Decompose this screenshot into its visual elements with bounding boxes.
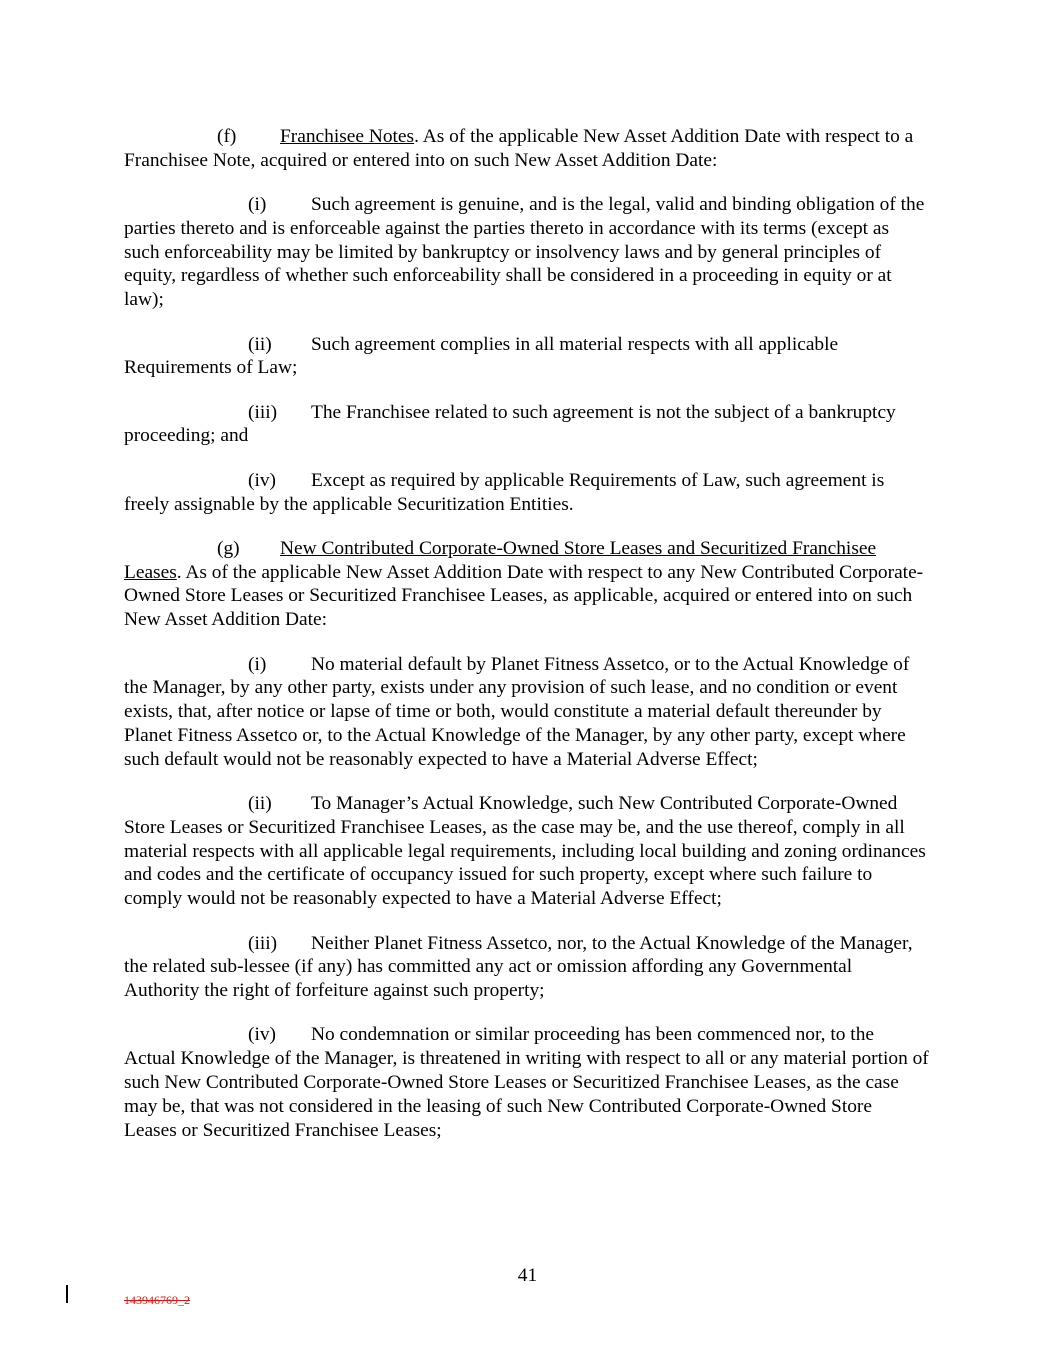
item-text: Neither Planet Fitness Assetco, nor, to the Actual Knowledge of the Manager, the related sub-lessee (if any) has committed any act or omission affording any Governmental Authority the right of forfeiture against such property;: [124, 932, 913, 1002]
section-f-item: [124, 193, 929, 312]
section-g-item: [124, 1023, 929, 1142]
item-text: No material default by Planet Fitness Assetco, or to the Actual Knowledge of the Manager, by any other party, exists under any provision of such lease, and no condition or event exists, that, after notice or lapse of time or both, would constitute a material default thereunder by Planet Fitness Assetco or, to the Actual Knowledge of the Manager, by any other party, except where such default would not be reasonably expected to have a Material Adverse Effect;: [124, 653, 910, 770]
item-label: (iv): [248, 469, 276, 491]
page-number: 41: [517, 1265, 538, 1286]
section-f-intro: [124, 125, 929, 173]
item-label: (iii): [248, 932, 278, 954]
item-label: (ii): [248, 793, 272, 815]
section-g-label: (g): [217, 537, 240, 559]
section-f-heading: Franchisee Notes: [280, 126, 415, 147]
section-f-item: [124, 469, 929, 517]
section-f-item: [124, 401, 929, 449]
item-text: Such agreement complies in all material respects with all applicable Requirements of Law;: [124, 333, 839, 379]
item-text: To Manager’s Actual Knowledge, such New Contributed Corporate-Owned Store Leases or Securitized Franchisee Leases, as the case may be, and the use thereof, comply in all material respects with all applicable legal requirements, including local building and zoning ordinances and codes and the certificate of occupancy issued for such property, except where such failure to comply would not be reasonably expected to have a Material Adverse Effect;: [124, 793, 926, 910]
section-g-item: [124, 932, 929, 1003]
section-g-item: [124, 653, 929, 772]
section-g-intro: [124, 537, 929, 632]
section-f-item: [124, 333, 929, 381]
revision-change-bar: [66, 1285, 68, 1303]
item-text: Except as required by applicable Requirements of Law, such agreement is freely assignable by the applicable Securitization Entities.: [124, 469, 885, 515]
item-text: No condemnation or similar proceeding has been commenced nor, to the Actual Knowledge of the Manager, is threatened in writing with respect to all or any material portion of such New Contributed Corporate-Owned Store Leases or Securitized Franchisee Leases, as the case may be, that was not considered in the leasing of such New Contributed Corporate-Owned Store Leases or Securitized Franchisee Leases;: [124, 1024, 929, 1141]
item-label: (iv): [248, 1024, 276, 1046]
document-id: 143946769_2: [124, 1293, 190, 1307]
item-text: The Franchisee related to such agreement is not the subject of a bankruptcy proceeding; and: [124, 401, 896, 447]
item-label: (i): [248, 194, 267, 216]
section-g-heading: New Contributed Corporate-Owned Store Leases and Securitized Franchisee Leases: [124, 537, 877, 583]
item-text: Such agreement is genuine, and is the legal, valid and binding obligation of the parties thereto and is enforceable against the parties thereto in accordance with its terms (except as such enforceability may be limited by bankruptcy or insolvency laws and by general principles of equity, regardless of whether such enforceability shall be considered in a proceeding in equity or at law);: [124, 194, 925, 311]
item-label: (ii): [248, 333, 272, 355]
section-g-text: . As of the applicable New Asset Addition Date with respect to any New Contributed Corporate-Owned Store Leases or Securitized Franchisee Leases, as applicable, acquired or entered into on such New Asset Addition Date:: [124, 561, 924, 631]
item-label: (iii): [248, 401, 278, 423]
section-g-item: [124, 792, 929, 911]
document-body: [124, 125, 929, 1163]
section-f-label: (f): [217, 126, 237, 147]
section-f-text: . As of the applicable New Asset Addition Date with respect to a Franchisee Note, acquired or entered into on such New Asset Addition Date:: [124, 126, 914, 171]
item-label: (i): [248, 653, 267, 675]
